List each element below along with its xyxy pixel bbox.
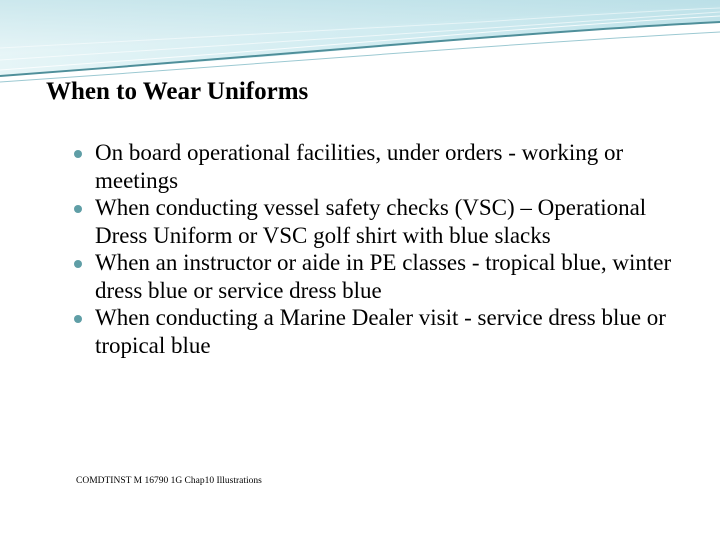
bullet-text: When an instructor or aide in PE classes - tropical blue, winter dress blue or service dress blue [95,250,672,303]
slide-title: When to Wear Uniforms [46,78,309,105]
bullet-text: When conducting a Marine Dealer visit - service dress blue or tropical blue [95,305,666,358]
bullet-text: On board operational facilities, under orders - working or meetings [95,140,624,193]
bullet-item [74,304,674,359]
bullet-dot-icon [74,150,82,158]
source-footnote: COMDTINST M 16790 1G Chap10 Illustrations [76,476,262,486]
bullet-dot-icon [74,260,82,268]
bullet-item [74,249,674,304]
bullet-dot-icon [74,315,82,323]
bullet-text: When conducting vessel safety checks (VSC) – Operational Dress Uniform or VSC golf shirt with blue slacks [95,195,647,248]
bullet-list [74,139,674,359]
bullet-item [74,194,674,249]
bullet-item [74,139,674,194]
bullet-dot-icon [74,205,82,213]
